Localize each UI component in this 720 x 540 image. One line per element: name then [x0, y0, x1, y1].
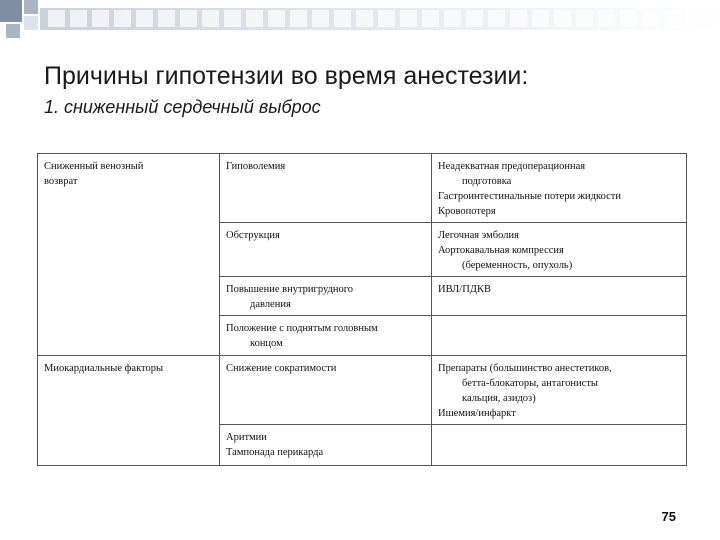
table-row	[38, 154, 687, 223]
category-venous-return: Сниженный венозный возврат	[38, 154, 220, 356]
details-contractility: Препараты (большинство анестетиков, бетта-блокаторы, антагонисты кальция, азидоз) Ишемия/инфаркт	[432, 356, 687, 425]
details-empty	[432, 425, 687, 466]
header-decoration	[0, 0, 720, 40]
details-obstruction: Легочная эмболия Аортокавальная компрессия (беременность, опухоль)	[432, 223, 687, 277]
cause-contractility: Снижение сократимости	[220, 356, 432, 425]
causes-table	[37, 153, 687, 466]
cause-obstruction: Обструкция	[220, 223, 432, 277]
category-myocardial: Миокардиальные факторы	[38, 356, 220, 466]
details-empty	[432, 316, 687, 356]
details-intrathoracic-pressure: ИВЛ/ПДКВ	[432, 277, 687, 316]
cause-arrhythmia-tamponade: Аритмии Тампонада перикарда	[220, 425, 432, 466]
cause-intrathoracic-pressure: Повышение внутригрудного давления	[220, 277, 432, 316]
cause-hypovolemia: Гиповолемия	[220, 154, 432, 223]
slide-title: Причины гипотензии во время анестезии:	[44, 62, 529, 90]
cause-head-up-position: Положение с поднятым головным концом	[220, 316, 432, 356]
details-hypovolemia: Неадекватная предоперационная подготовка Гастроинтестинальные потери жидкости Кровопотеря	[432, 154, 687, 223]
table-row	[38, 356, 687, 425]
slide-subtitle: 1. сниженный сердечный выброс	[44, 97, 321, 117]
page-number: 75	[661, 509, 676, 524]
